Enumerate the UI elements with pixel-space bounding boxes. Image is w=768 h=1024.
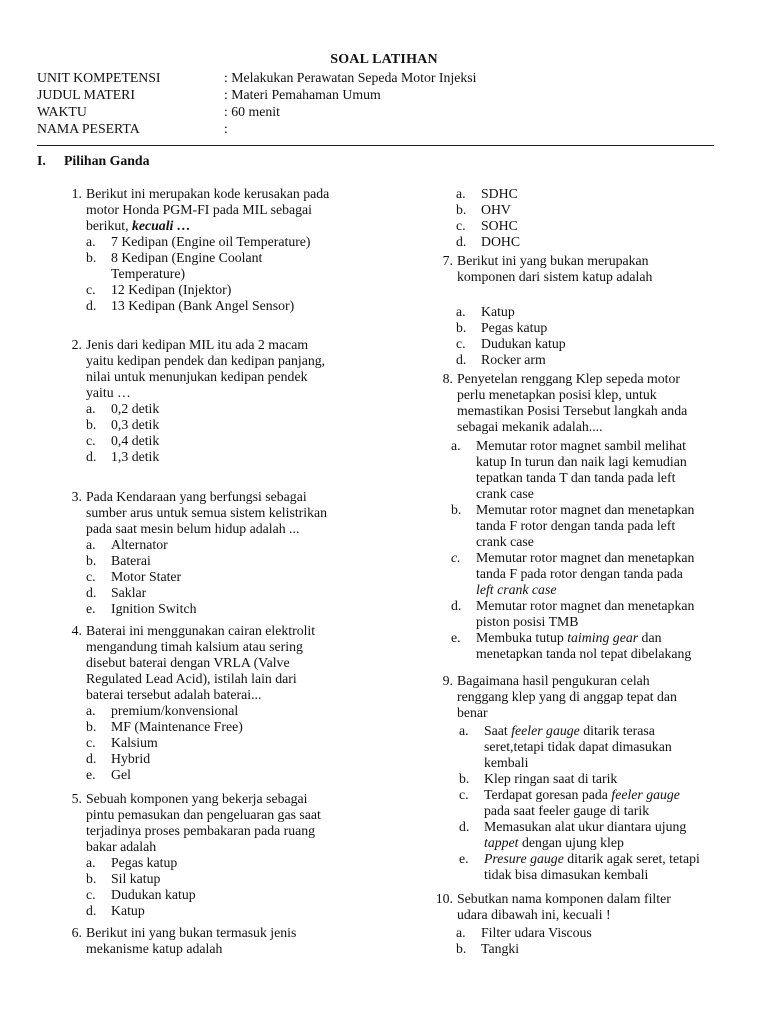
header-fields — [37, 69, 477, 137]
option[interactable]: c. Motor Stater — [86, 569, 182, 584]
option[interactable]: c. Kalsium — [86, 735, 158, 750]
question-7-options — [456, 304, 746, 368]
question-6: 6. Berikut ini yang bukan termasuk jenis mekanisme katup adalah — [71, 925, 297, 956]
field-judul: JUDUL MATERI : Materi Pemahaman Umum — [37, 87, 381, 102]
option[interactable]: b. Klep ringan saat di tarik — [459, 771, 618, 786]
field-unit: UNIT KOMPETENSI : Melakukan Perawatan Sepeda Motor Injeksi — [37, 70, 477, 85]
option[interactable]: a. Memutar rotor magnet sambil melihat katup In turun dan naik lagi kemudian tepatkan tanda T dan tanda pada left crank case — [451, 438, 687, 501]
option[interactable]: d. Katup — [86, 903, 145, 918]
option[interactable]: c. Dudukan katup — [86, 887, 196, 902]
option[interactable]: b. 0,3 detik — [86, 417, 160, 432]
option[interactable]: d. Memutar rotor magnet dan menetapkan piston posisi TMB — [451, 598, 695, 629]
question-9: 9. Bagaimana hasil pengukuran celah renggang klep yang di anggap tepat dan benar — [442, 673, 677, 720]
option[interactable]: b. OHV — [456, 202, 511, 217]
question-9-options — [459, 723, 749, 883]
option[interactable]: c. 12 Kedipan (Injektor) — [86, 282, 232, 297]
option[interactable]: e. Presure gauge ditarik agak seret, tetapi tidak bisa dimasukan kembali — [459, 851, 700, 882]
option[interactable]: d. 1,3 detik — [86, 449, 160, 464]
option[interactable]: b. Memutar rotor magnet dan menetapkan tanda F rotor dengan tanda pada left crank case — [451, 502, 695, 549]
option[interactable]: d. Memasukan alat ukur diantara ujung tappet dengan ujung klep — [459, 819, 687, 850]
option[interactable]: d. Hybrid — [86, 751, 151, 766]
option[interactable]: a. Pegas katup — [86, 855, 178, 870]
option[interactable]: c. Dudukan katup — [456, 336, 566, 351]
option[interactable]: d. Rocker arm — [456, 352, 546, 367]
option[interactable]: c. SOHC — [456, 218, 518, 233]
option[interactable]: e. Membuka tutup taiming gear dan menetapkan tanda nol tepat dibelakang — [451, 630, 692, 661]
option[interactable]: d. Saklar — [86, 585, 147, 600]
question-1: 1. Berikut ini merupakan kode kerusakan pada motor Honda PGM-FI pada MIL sebagai berikut, kecuali … a. 7 Kedipan (Engine oil Temperature) b. 8 Kedipan (Engine Coolant Temperature) c. 12 Kedipan (Injektor) d. 13 Kedipan (Bank Angel Sensor) — [62, 186, 422, 314]
option[interactable]: b. Pegas katup — [456, 320, 548, 335]
option[interactable]: b. Tangki — [456, 941, 520, 956]
option[interactable]: a. Saat feeler gauge ditarik terasa seret,tetapi tidak dapat dimasukan kembali — [459, 723, 672, 770]
question-2: 2. Jenis dari kedipan MIL itu ada 2 macam yaitu kedipan pendek dan kedipan panjang, nilai untuk menunjukan kedipan pendek yaitu … a. 0,2 detik b. 0,3 detik c. 0,4 detik d. 1,3 detik — [62, 337, 422, 465]
option[interactable]: a. premium/konvensional — [86, 703, 239, 718]
option[interactable]: a. 0,2 detik — [86, 401, 160, 416]
question-5: 5. Sebuah komponen yang bekerja sebagai pintu pemasukan dan pengeluaran gas saat terjadinya proses pembakaran pada ruang bakar adalah a. Pegas katup b. Sil katup c. Dudukan katup d. Katup — [62, 791, 422, 919]
question-4: 4. Baterai ini menggunakan cairan elektrolit mengandung timah kalsium atau sering disebut baterai dengan VRLA (Valve Regulated Lead Acid), istilah lain dari baterai tersebut adalah baterai... a. premium/konvensional b. MF (Maintenance Free) c. Kalsium d. Hybrid e. Gel — [62, 623, 422, 783]
field-nama: NAMA PESERTA : — [37, 121, 228, 136]
field-waktu: WAKTU : 60 menit — [37, 104, 280, 119]
question-8-options — [451, 438, 751, 662]
option[interactable]: b. Sil katup — [86, 871, 161, 886]
option[interactable]: a. Filter udara Viscous — [456, 925, 592, 940]
header-divider — [37, 145, 714, 146]
option[interactable]: a. 7 Kedipan (Engine oil Temperature) — [86, 234, 311, 249]
question-6-options — [456, 186, 746, 250]
page-title: SOAL LATIHAN — [330, 52, 438, 67]
question-10: 10. Sebutkan nama komponen dalam filter udara dibawah ini, kecuali ! — [435, 891, 671, 922]
option[interactable]: d. 13 Kedipan (Bank Angel Sensor) — [86, 298, 295, 313]
option[interactable]: d. DOHC — [456, 234, 521, 249]
option[interactable]: c. 0,4 detik — [86, 433, 160, 448]
option[interactable]: e. Gel — [86, 767, 131, 782]
option[interactable]: c. Memutar rotor magnet dan menetapkan tanda F pada rotor dengan tanda pada left crank case — [451, 550, 695, 597]
question-8: 8. Penyetelan renggang Klep sepeda motor perlu menetapkan posisi klep, untuk memastikan Posisi Tersebut langkah anda sebagai mekanik adalah.... — [442, 371, 688, 434]
option[interactable]: a. Katup — [456, 304, 515, 319]
option[interactable]: c. Terdapat goresan pada feeler gauge pada saat feeler gauge di tarik — [459, 787, 680, 818]
section-heading: I. Pilihan Ganda — [37, 153, 150, 168]
question-3: 3. Pada Kendaraan yang berfungsi sebagai sumber arus untuk semua sistem kelistrikan pada saat mesin belum hidup adalah ... a. Alternator b. Baterai c. Motor Stater d. Saklar e. Ignition Switch — [62, 489, 422, 617]
question-10-options — [456, 925, 746, 957]
question-7: 7. Berikut ini yang bukan merupakan komponen dari sistem katup adalah — [442, 253, 653, 284]
option[interactable]: a. Alternator — [86, 537, 168, 552]
option[interactable]: a. SDHC — [456, 186, 518, 201]
option[interactable]: e. Ignition Switch — [86, 601, 197, 616]
option[interactable]: b. Baterai — [86, 553, 151, 568]
option[interactable]: b. 8 Kedipan (Engine Coolant Temperature) — [86, 250, 263, 281]
option[interactable]: b. MF (Maintenance Free) — [86, 719, 243, 734]
